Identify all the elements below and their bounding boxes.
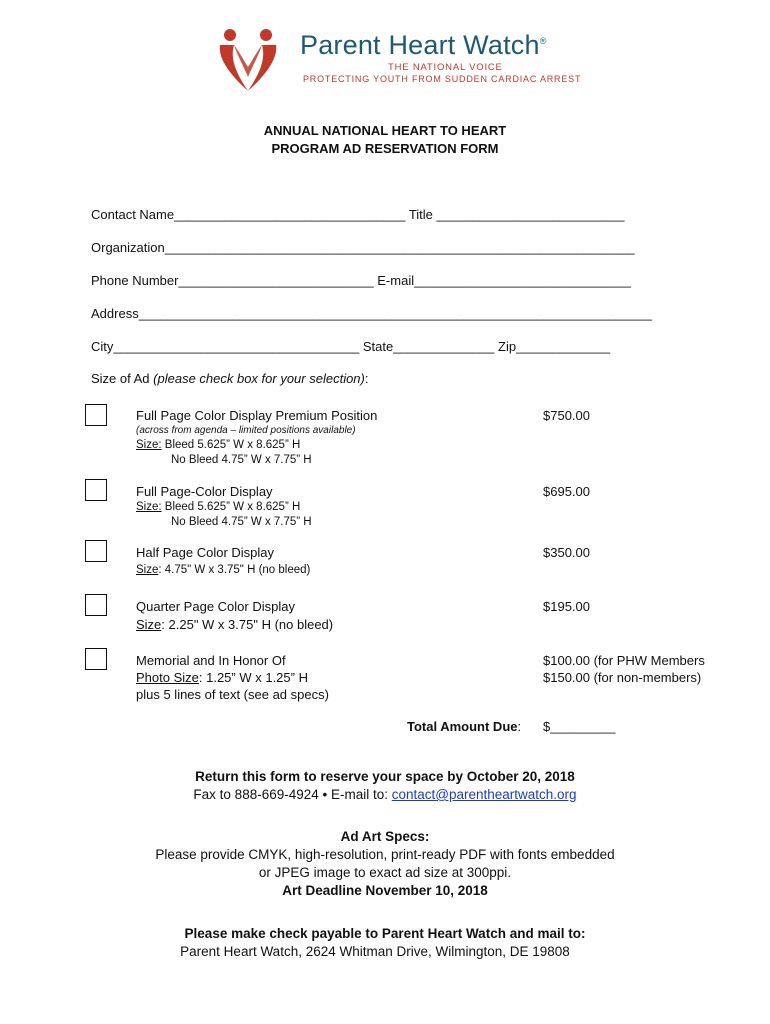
checkbox-full-page[interactable]: [85, 479, 107, 501]
contact-title-field[interactable]: Contact Name________________________________ Title __________________________: [91, 207, 625, 222]
option-name: Half Page Color Display: [136, 545, 275, 560]
city-state-zip-field[interactable]: City__________________________________ State______________ Zip_____________: [91, 339, 611, 354]
mailing-address: Parent Heart Watch, 2624 Whitman Drive, Wilmington, DE 19808: [180, 944, 570, 959]
option-name: Quarter Page Color Display: [136, 599, 295, 614]
phone-email-field[interactable]: Phone Number___________________________ E-mail______________________________: [91, 273, 631, 288]
art-deadline: Art Deadline November 10, 2018: [282, 883, 488, 898]
option-size: Size: Bleed 5.625” W x 8.625” H: [136, 501, 301, 513]
option-price: $195.00: [543, 599, 590, 614]
option-price-members: $100.00 (for PHW Members: [543, 653, 705, 668]
organization-field[interactable]: Organization_________________________________________________________________: [91, 240, 635, 255]
total-amount-label: Total Amount Due:: [407, 719, 522, 734]
option-price: $750.00: [543, 408, 590, 423]
option-note: (across from agenda – limited positions available): [136, 425, 356, 436]
size-instructions: Size of Ad (please check box for your selection):: [91, 371, 369, 386]
specs-line-2: or JPEG image to exact ad size at 300ppi.: [258, 865, 512, 880]
email-link[interactable]: contact@parentheartwatch.org: [391, 787, 577, 802]
tagline-mission: PROTECTING YOUTH FROM SUDDEN CARDIAC ARREST: [303, 74, 582, 84]
option-size: Photo Size: 1.25” W x 1.25” H: [136, 670, 308, 685]
heart-logo-icon: [216, 27, 280, 93]
option-size: Size: 4.75" W x 3.75" H (no bleed): [136, 564, 311, 576]
checkbox-quarter-page[interactable]: [85, 594, 107, 616]
total-amount-field[interactable]: $_________: [543, 719, 616, 734]
brand-name: Parent Heart Watch®: [300, 30, 547, 60]
checkbox-half-page[interactable]: [85, 540, 107, 562]
checkbox-memorial[interactable]: [85, 648, 107, 670]
payment-instructions: Please make check payable to Parent Heart Watch and mail to:: [184, 926, 586, 941]
option-price: $695.00: [543, 484, 590, 499]
option-name: Full Page Color Display Premium Position: [136, 408, 378, 423]
option-price: $350.00: [543, 545, 590, 560]
option-size: Size: Bleed 5.625” W x 8.625” H: [136, 439, 301, 451]
option-price-nonmembers: $150.00 (for non-members): [543, 670, 702, 685]
return-deadline: Return this form to reserve your space by October 20, 2018: [195, 769, 575, 784]
address-field[interactable]: Address_______________________________________________________________________: [91, 306, 653, 321]
option-name: Memorial and In Honor Of: [136, 653, 286, 668]
checkbox-premium-full-page[interactable]: [85, 404, 107, 426]
tagline-national-voice: THE NATIONAL VOICE: [388, 62, 503, 73]
option-extra-text: plus 5 lines of text (see ad specs): [136, 687, 329, 702]
option-size-no-bleed: No Bleed 4.75” W x 7.75” H: [171, 454, 312, 466]
specs-title: Ad Art Specs:: [340, 829, 430, 844]
return-contact: Fax to 888-669-4924 • E-mail to: contact@parentheartwatch.org: [193, 787, 577, 802]
option-size: Size: 2.25" W x 3.75" H (no bleed): [136, 617, 334, 632]
specs-line-1: Please provide CMYK, high-resolution, print-ready PDF with fonts embedded: [155, 847, 615, 862]
option-name: Full Page-Color Display: [136, 484, 273, 499]
option-size-no-bleed: No Bleed 4.75” W x 7.75” H: [171, 516, 312, 528]
form-title: ANNUAL NATIONAL HEART TO HEART PROGRAM AD RESERVATION FORM: [263, 123, 507, 156]
